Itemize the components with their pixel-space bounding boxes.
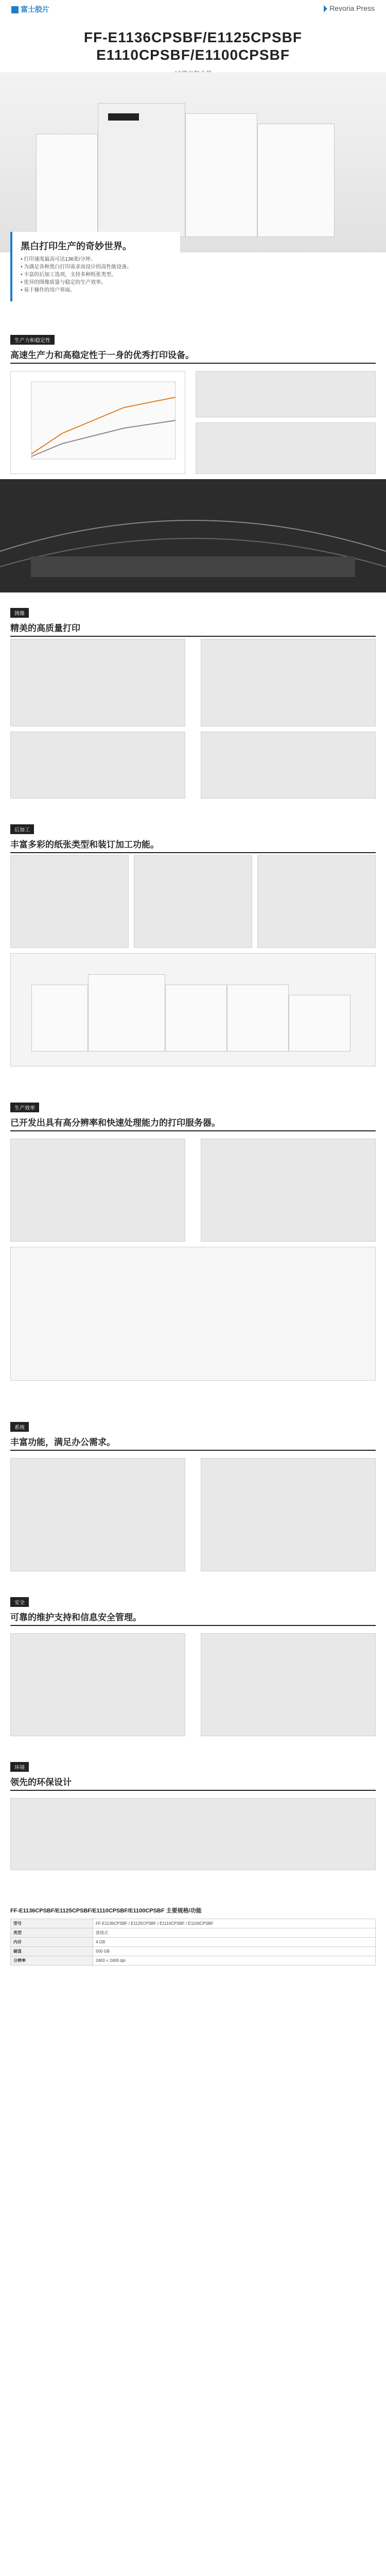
title-line-1: FF-E1136CPSBF/E1125CPSBF <box>84 29 302 45</box>
title-line-2: E1110CPSBF/E1100CPSBF <box>96 47 290 63</box>
section-tag: 后加工 <box>10 824 34 834</box>
machine-stacker <box>257 124 335 237</box>
table-row <box>11 1938 376 1947</box>
image-quality-sample-2 <box>201 639 376 726</box>
machine-main-unit <box>98 103 185 237</box>
section-environment-head <box>10 1762 376 1791</box>
section-heading: 已开发出具有高分辨率和快速处理能力的打印服务器。 <box>10 1118 220 1128</box>
brand-revoria-text: Revoria Press <box>329 4 375 12</box>
table-row <box>11 1919 376 1928</box>
brand-fb-text: 富士胶片 <box>21 5 49 13</box>
section-heading: 高速生产力和高稳定性于一身的优秀打印设备。 <box>10 350 194 360</box>
diagram-unit <box>88 974 165 1052</box>
table-row <box>11 1947 376 1956</box>
diagram-unit <box>165 985 227 1052</box>
hero-tagline-card <box>10 232 180 301</box>
section-tag: 图像 <box>10 608 29 618</box>
section-tag: 安全 <box>10 1597 29 1607</box>
revoria-logo <box>324 4 375 12</box>
section-tag: 生产效率 <box>10 1103 39 1112</box>
hero-heading: 黑白打印生产的奇妙世界。 <box>21 241 132 251</box>
section-heading: 精美的高质量打印 <box>10 623 80 633</box>
hero-bullets <box>21 256 172 294</box>
image-quality-sample-1 <box>10 639 185 726</box>
image-quality-sample-4 <box>201 732 376 799</box>
security-feature-2 <box>201 1633 376 1736</box>
speed-chart <box>10 371 185 474</box>
revoria-triangle-icon <box>324 5 327 12</box>
spec-key: 硬盘 <box>11 1947 93 1956</box>
security-feature-1 <box>10 1633 185 1736</box>
table-row <box>11 1928 376 1938</box>
diagram-unit <box>289 995 350 1052</box>
hero-bullet: • 丰富的后加工选项，支持多种纸张类型。 <box>21 272 117 278</box>
productivity-photo <box>196 371 376 417</box>
section-heading: 丰富功能，满足办公需求。 <box>10 1437 115 1447</box>
finishing-option-3 <box>257 855 376 948</box>
print-server-photo <box>10 1139 185 1242</box>
fujifilm-logo <box>11 4 49 14</box>
environment-feature <box>10 1798 376 1870</box>
spec-value: 4 GB <box>93 1938 376 1947</box>
workflow-diagram <box>10 1247 376 1381</box>
section-system-head <box>10 1422 376 1451</box>
diagram-unit <box>227 985 289 1052</box>
speed-chart-graphic <box>11 371 186 474</box>
section-tag: 环境 <box>10 1762 29 1772</box>
hero-bullet: • 易于操作的用户界面。 <box>21 287 76 293</box>
brand-bar <box>0 0 386 14</box>
spec-value: FF-E1136CPSBF / E1125CPSBF / E1110CPSBF / E1100CPSBF <box>93 1919 376 1928</box>
machine-panel <box>108 113 139 121</box>
section-heading: 可靠的维护支持和信息安全管理。 <box>10 1613 142 1622</box>
section-productivity-head <box>10 335 376 364</box>
productivity-photo-2 <box>196 422 376 474</box>
table-row <box>11 1956 376 1965</box>
machine-finisher <box>185 113 257 237</box>
section-tag: 生产力和稳定性 <box>10 335 55 345</box>
architecture-photo <box>0 479 386 592</box>
print-server-ui <box>201 1139 376 1242</box>
brand-square-icon <box>11 6 19 13</box>
hero-bullet: • 为满足各种黑白打印需求而设计的高性能设备。 <box>21 264 132 270</box>
hero-bullet: • 打印速度最高可达136张/分钟。 <box>21 257 96 262</box>
finishing-option-2 <box>134 855 252 948</box>
system-feature-2 <box>201 1458 376 1571</box>
spec-key: 内存 <box>11 1938 93 1947</box>
system-feature-1 <box>10 1458 185 1571</box>
image-quality-sample-3 <box>10 732 185 799</box>
finishing-option-1 <box>10 855 129 948</box>
title-block <box>15 29 371 78</box>
spec-table-1 <box>10 1919 376 1965</box>
spec-table-1-wrap <box>10 1906 376 1965</box>
section-efficiency-head <box>10 1103 376 1131</box>
spec-value: 2400 × 2400 dpi <box>93 1956 376 1965</box>
spec-value: 落地式 <box>93 1928 376 1938</box>
spec-key: 分辨率 <box>11 1956 93 1965</box>
section-heading: 丰富多彩的纸张类型和装订加工功能。 <box>10 840 159 850</box>
machine-feeder <box>36 134 98 237</box>
spec-key: 类型 <box>11 1928 93 1938</box>
hero-bullet: • 优异的图像质量与稳定的生产效率。 <box>21 280 107 285</box>
section-security-head <box>10 1597 376 1626</box>
spec-title-1: FF-E1136CPSBF/E1125CPSBF/E1110CPSBF/E1100CPSBF 主要规格/功能 <box>10 1908 202 1914</box>
section-tag: 系统 <box>10 1422 29 1432</box>
architecture-graphic <box>0 479 386 592</box>
section-image-head <box>10 608 376 637</box>
section-heading: 领先的环保设计 <box>10 1777 72 1787</box>
spec-key: 型号 <box>11 1919 93 1928</box>
section-finishing-head <box>10 824 376 853</box>
diagram-unit <box>31 985 88 1052</box>
finishing-system-diagram <box>10 953 376 1066</box>
hero-image <box>0 72 386 252</box>
spec-value: 500 GB <box>93 1947 376 1956</box>
